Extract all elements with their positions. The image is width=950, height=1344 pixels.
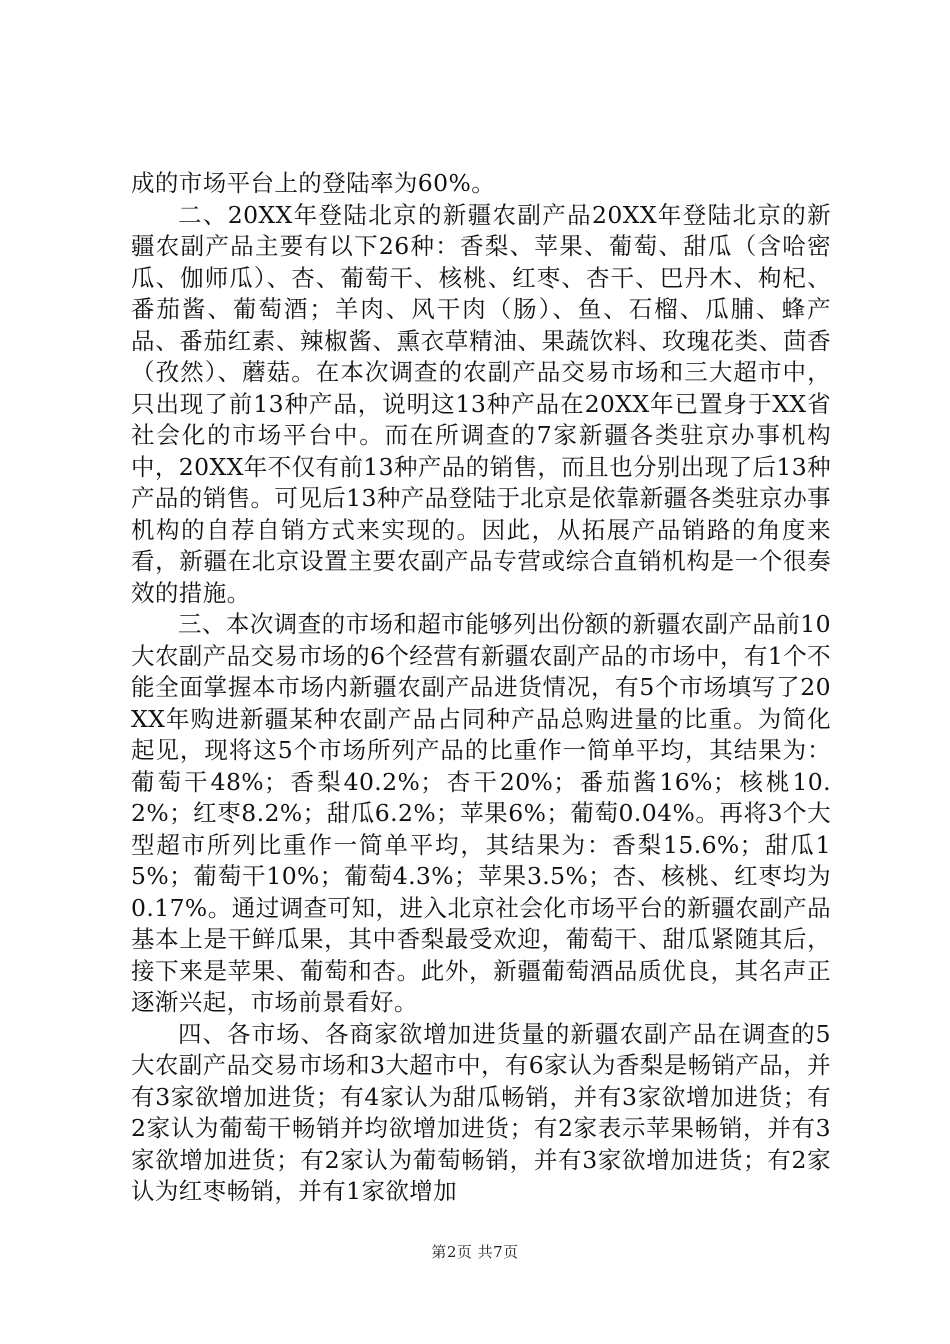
paragraph-section-four: 四、各市场、各商家欲增加进货量的新疆农副产品在调查的5大农副产品交易市场和3大超市中，有6家认为香梨是畅销产品，并有3家欲增加进货；有4家认为甜瓜畅销，并有3家欲增加进货；有2家认为葡萄干畅销并均欲增加进货；有2家表示苹果畅销，并有3家欲增加进货；有2家认为葡萄畅销，并有3家欲增加进货；有2家认为红枣畅销，并有1家欲增加 (131, 1019, 831, 1205)
paragraph-section-two: 二、20XX年登陆北京的新疆农副产品20XX年登陆北京的新疆农副产品主要有以下26种：香梨、苹果、葡萄、甜瓜（含哈密瓜、伽师瓜）、杏、葡萄干、核桃、红枣、杏干、巴丹木、枸杞、番茄酱、葡萄酒；羊肉、风干肉（肠）、鱼、石榴、瓜脯、蜂产品、番茄红素、辣椒酱、熏衣草精油、果蔬饮料、玫瑰花类、茴香（孜然）、蘑菇。在本次调查的农副产品交易市场和三大超市中，只出现了前13种产品，说明这13种产品在20XX年已置身于XX省社会化的市场平台中。而在所调查的7家新疆各类驻京办事机构中，20XX年不仅有前13种产品的销售，而且也分别出现了后13种产品的销售。可见后13种产品登陆于北京是依靠新疆各类驻京办事机构的自荐自销方式来实现的。因此，从拓展产品销路的角度来看，新疆在北京设置主要农副产品专营或综合直销机构是一个很奏效的措施。 (131, 200, 831, 607)
paragraph-section-three: 三、本次调查的市场和超市能够列出份额的新疆农副产品前10大农副产品交易市场的6个经营有新疆农副产品的市场中，有1个不能全面掌握本市场内新疆农副产品进货情况，有5个市场填写了20XX年购进新疆某种农副产品占同种产品总购进量的比重。为简化起见，现将这5个市场所列产品的比重作一简单平均，其结果为：葡萄干48%；香梨40.2%；杏干20%；番茄酱16%；核桃10.2%；红枣8.2%；甜瓜6.2%；苹果6%；葡萄0.04%。再将3个大型超市所列比重作一简单平均，其结果为：香梨15.6%；甜瓜15%；葡萄干10%；葡萄4.3%；苹果3.5%；杏、核桃、红枣均为0.17%。通过调查可知，进入北京社会化市场平台的新疆农副产品基本上是干鲜瓜果，其中香梨最受欢迎，葡萄干、甜瓜紧随其后，接下来是苹果、葡萄和杏。此外，新疆葡萄酒品质优良，其名声正逐渐兴起，市场前景看好。 (131, 610, 831, 1016)
document-body (131, 168, 831, 1208)
page-number-footer: 第2页 共7页 (431, 1243, 519, 1261)
paragraph-continuation: 成的市场平台上的登陆率为60%。 (131, 169, 496, 197)
